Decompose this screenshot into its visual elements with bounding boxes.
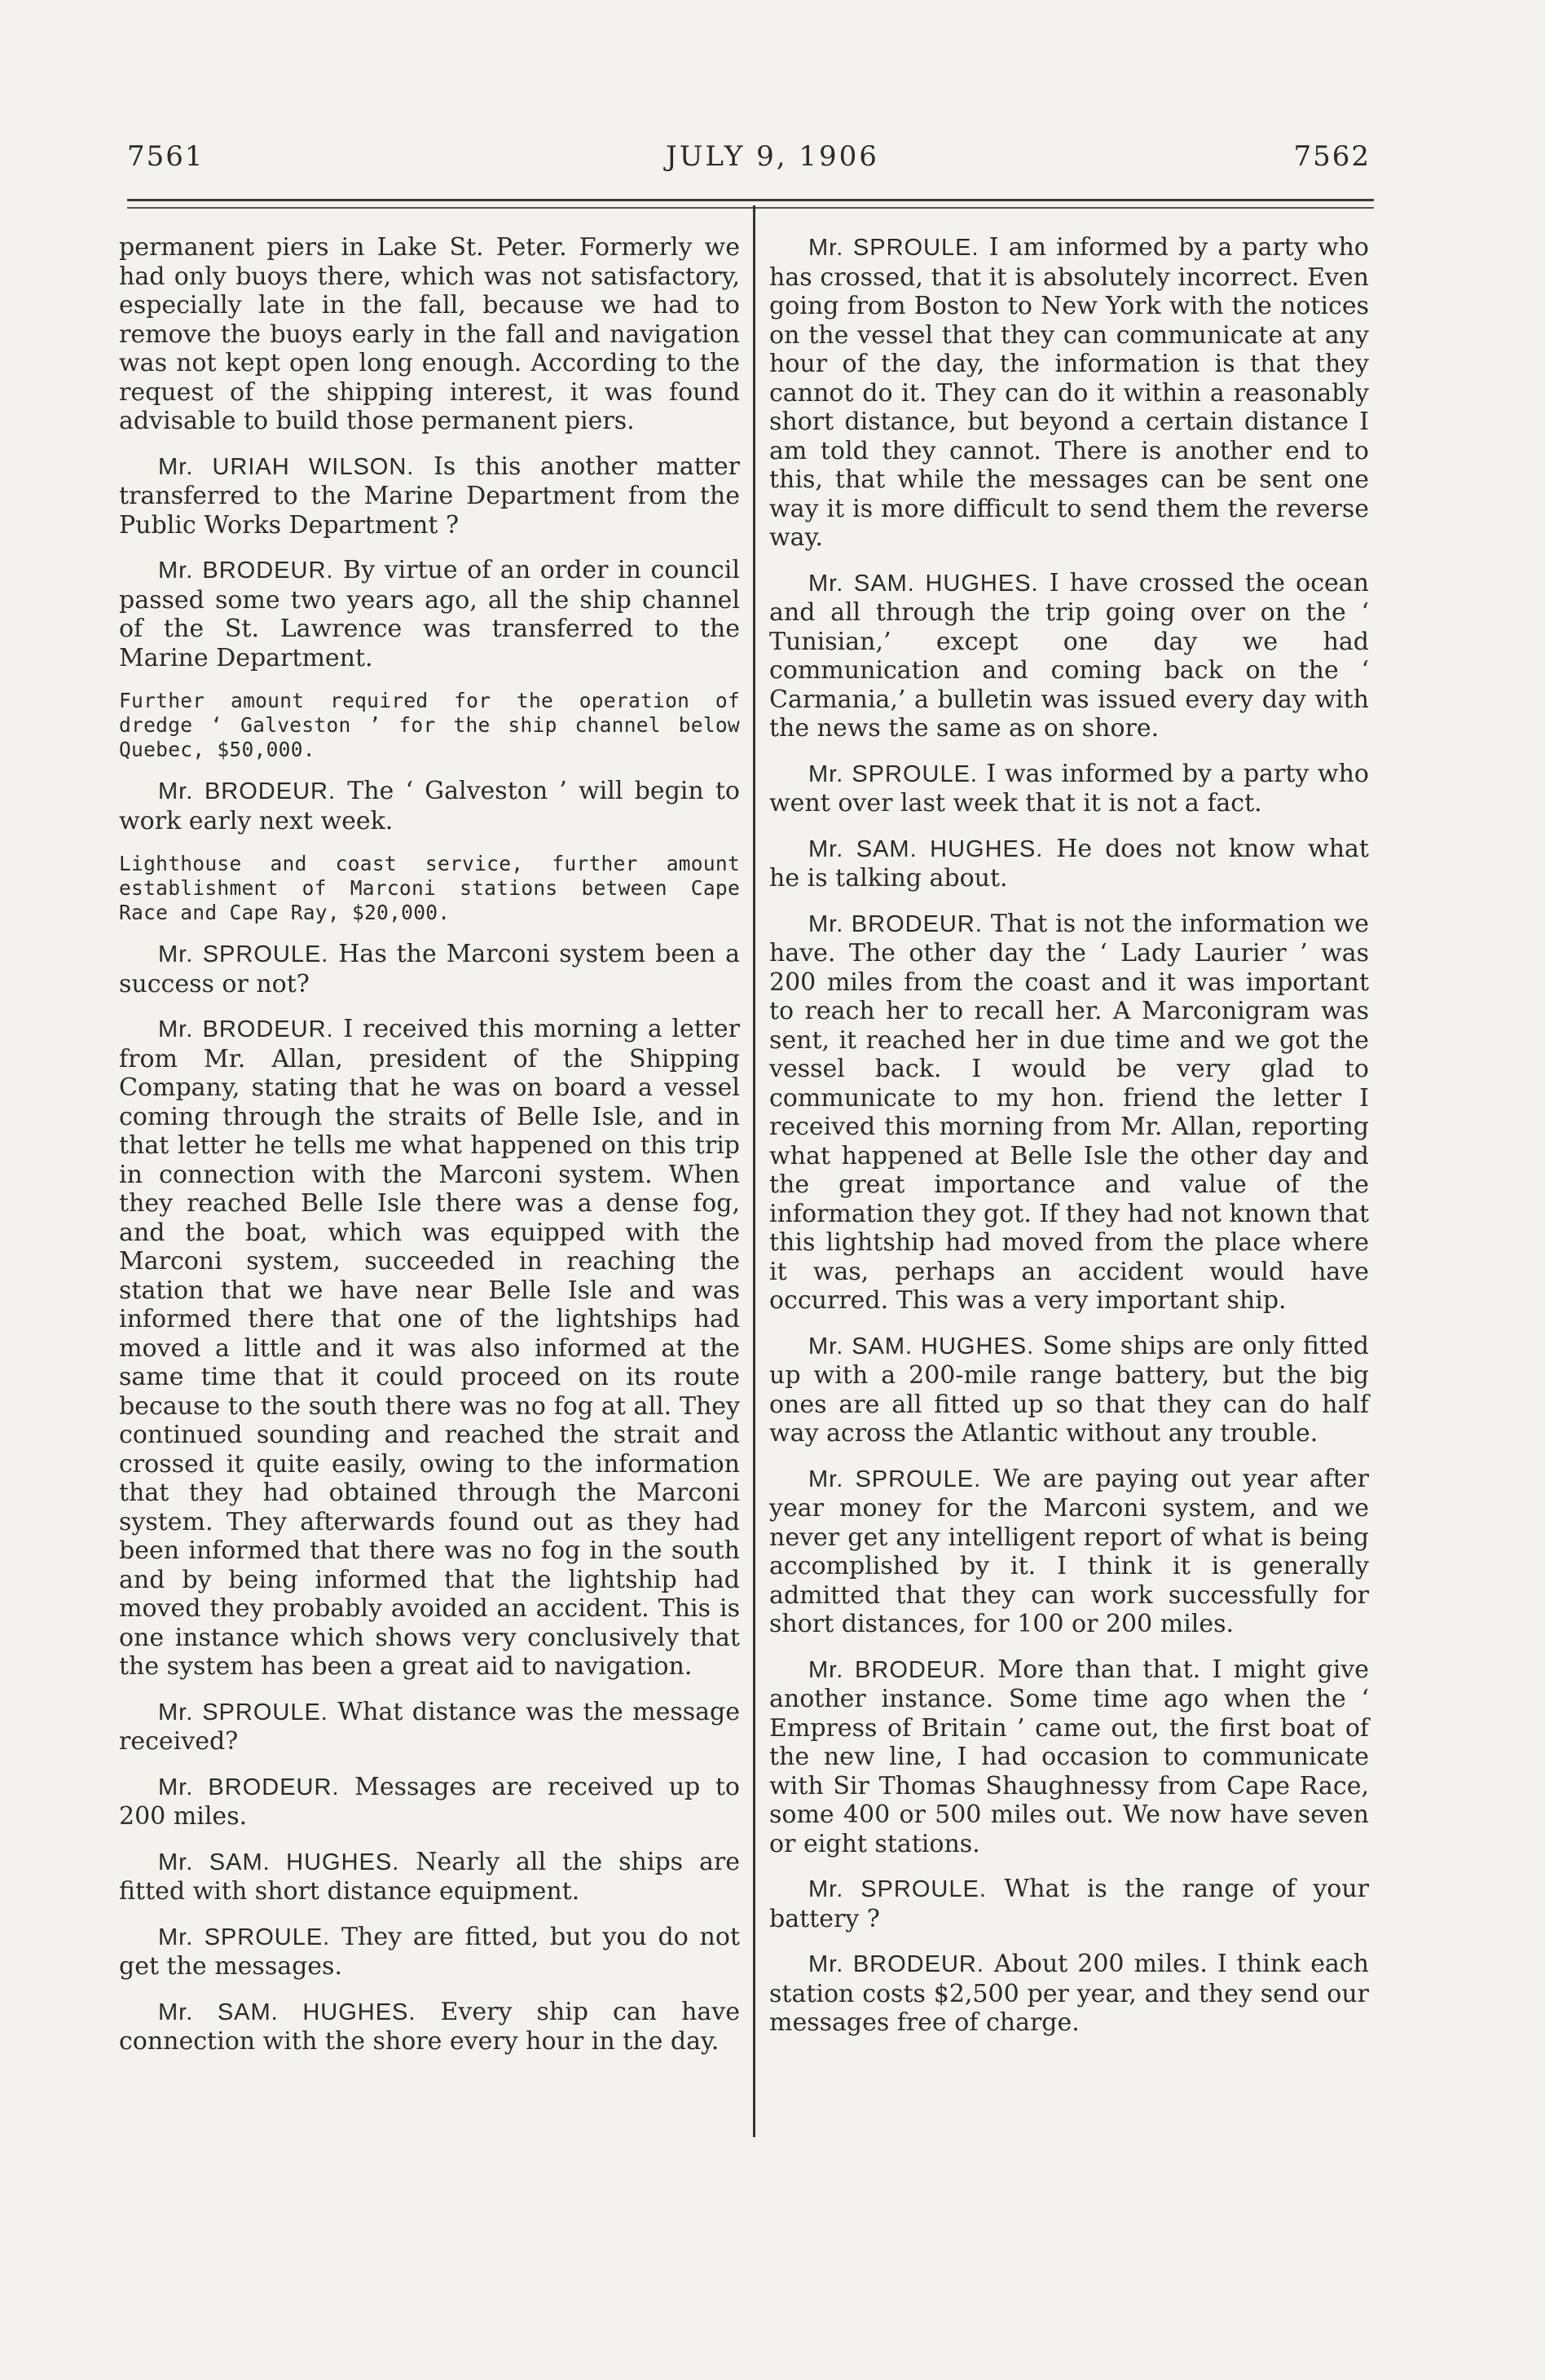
speech-text: That is not the information we have. The other day the ‘ Lady Laurier ’ was 200 miles from the coast and it was important to reach her to recall her. A Marconigram was sent, it reached her in due time and we got the vessel back. I would be very glad to communicate to my hon. friend the letter I received this morning from Mr. Allan, reporting what happened at Belle Isle the other day and the great importance and value of the information they got. If they had not known that this lightship had moved from the place where it was, perhaps an accident would have occurred. This was a very important ship. xyxy=(769,909,1369,1315)
right-page-number: 7562 xyxy=(1293,140,1371,173)
speech-text: They are fitted, but you do not get the messages. xyxy=(119,1922,740,1981)
speaker-name: Mr. SAM. HUGHES. xyxy=(158,1849,400,1875)
speaker-name: Mr. BRODEUR. xyxy=(158,778,337,804)
speech-text: permanent piers in Lake St. Peter. Formerly we had only buoys there, which was not satisfactory, especially late in the fall, because we had to remove the buoys early in the fall and navigation was not kept open long enough. According to the request of the shipping interest, it was found advisable to build those permanent piers. xyxy=(119,233,740,435)
speech-text: He does not know what he is talking about. xyxy=(769,834,1369,892)
speaker-name: Mr. SPROULE. xyxy=(808,1465,982,1492)
resolution-item: Lighthouse and coast service, further amount establishment of Marconi stations between Cape Race and Cape Ray, $20,000. xyxy=(119,852,740,924)
right-column xyxy=(769,233,1369,2054)
speech-paragraph xyxy=(769,760,1369,818)
speaker-name: Mr. BRODEUR. xyxy=(808,1951,984,1977)
speech-text: What is the range of your battery ? xyxy=(769,1875,1369,1933)
speaker-name: Mr. SPROULE. xyxy=(808,760,978,787)
speech-paragraph xyxy=(119,452,740,540)
speech-text: I am informed by a party who has crossed, that it is absolutely incorrect. Even going from Boston to New York with the notices on the vessel that they can communicate at any hour of the day, the information is that they cannot do it. They can do it within a reasonably short distance, but beyond a certain distance I am told they cannot. There is another end to this, that while the messages can be sent one way it is more difficult to send them the reverse way. xyxy=(769,233,1369,552)
page-header xyxy=(0,140,1545,181)
header-rule-top xyxy=(127,199,1374,201)
speech-text: I was informed by a party who went over last week that it is not a fact. xyxy=(769,759,1369,818)
speaker-name: Mr. SPROULE. xyxy=(158,1699,328,1726)
speech-text: About 200 miles. I think each station costs $2,500 per year, and they send our messages free of charge. xyxy=(769,1950,1369,2037)
resolution-item: Further amount required for the operation of dredge ‘ Galveston ’ for the ship channel below Quebec, $50,000. xyxy=(119,689,740,761)
speaker-name: Mr. SAM. HUGHES. xyxy=(808,835,1044,862)
speech-paragraph xyxy=(119,1998,740,2056)
speech-paragraph xyxy=(769,1465,1369,1639)
speech-text: What distance was the message received? xyxy=(119,1697,740,1756)
speaker-name: Mr. URIAH WILSON. xyxy=(158,453,415,480)
speech-paragraph xyxy=(119,777,740,835)
speech-paragraph xyxy=(119,1773,740,1831)
speech-paragraph xyxy=(769,1332,1369,1448)
speech-paragraph xyxy=(119,1848,740,1906)
speech-paragraph xyxy=(119,1015,740,1681)
speaker-name: Mr. SPROULE. xyxy=(158,1924,331,1950)
speech-text: The ‘ Galveston ’ will begin to work early next week. xyxy=(119,777,740,835)
speech-paragraph xyxy=(119,1698,740,1756)
speech-paragraph xyxy=(769,1950,1369,2038)
left-page-number: 7561 xyxy=(127,140,205,173)
speech-text: Is this another matter transferred to the Marine Department from the Public Works Department ? xyxy=(119,452,740,540)
speech-paragraph xyxy=(769,910,1369,1316)
speech-text: Messages are received up to 200 miles. xyxy=(119,1772,740,1831)
speech-text: I received this morning a letter from Mr. Allan, president of the Shipping Company, stating that he was on board a vessel coming through the straits of Belle Isle, and in that letter he tells me what happened on this trip in connection with the Marconi system. When they reached Belle Isle there was a dense fog, and the boat, which was equipped with the Marconi system, succeeded in reaching the station that we have near Belle Isle and was informed there that one of the lightships had moved a little and it was also informed at the same time that it could proceed on its route because to the south there was no fog at all. They continued sounding and reached the strait and crossed it quite easily, owing to the information that they had obtained through the Marconi system. They afterwards found out as they had been informed that there was no fog in the south and by being informed that the lightship had moved they probably avoided an accident. This is one instance which shows very conclusively that the system has been a great aid to navigation. xyxy=(119,1015,740,1681)
speech-paragraph xyxy=(769,835,1369,893)
header-rule-bottom xyxy=(127,207,1374,209)
speaker-name: Mr. SAM. HUGHES. xyxy=(808,570,1039,597)
speech-paragraph xyxy=(769,233,1369,553)
speech-text: Every ship can have connection with the shore every hour in the day. xyxy=(119,1997,740,2056)
speech-text: More than that. I might give another instance. Some time ago when the ‘ Empress of Britain ’ came out, the first boat of the new line, I had occasion to communicate with Sir Thomas Shaughnessy from Cape Race, some 400 or 500 miles out. We now have seven or eight stations. xyxy=(769,1655,1370,1858)
speech-paragraph xyxy=(119,556,740,672)
left-column xyxy=(119,233,740,2073)
speech-paragraph xyxy=(769,1875,1369,1933)
speaker-name: Mr. BRODEUR. xyxy=(808,1656,987,1683)
column-divider xyxy=(753,205,755,2137)
speech-paragraph xyxy=(769,1655,1369,1859)
speech-text: Some ships are only fitted up with a 200-mile range battery, but the big ones are all fitted up so that they can do half way across the Atlantic without any trouble. xyxy=(769,1331,1369,1448)
speaker-name: Mr. SPROULE. xyxy=(808,1876,987,1902)
speaker-name: Mr. SPROULE. xyxy=(158,941,329,967)
speech-text: Has the Marconi system been a success or not? xyxy=(119,940,740,998)
speaker-name: Mr. BRODEUR. xyxy=(158,558,334,584)
speaker-name: Mr. BRODEUR. xyxy=(158,1016,334,1042)
speaker-name: Mr. SPROULE. xyxy=(808,235,979,261)
page-date: JULY 9, 1906 xyxy=(666,140,879,173)
speech-text: I have crossed the ocean and all through the trip going over on the ‘ Tunisian,’ except one day we had communication and coming back on the ‘ Carmania,’ a bulletin was issued every day with the news the same as on shore. xyxy=(769,568,1369,743)
speech-paragraph xyxy=(119,1923,740,1981)
speaker-name: Mr. SAM. HUGHES. xyxy=(808,1333,1035,1360)
speech-paragraph xyxy=(119,940,740,998)
speech-text: Nearly all the ships are fitted with short distance equipment. xyxy=(119,1847,740,1906)
speech-paragraph xyxy=(769,569,1369,743)
speech-paragraph xyxy=(119,233,740,436)
speaker-name: Mr. SAM. HUGHES. xyxy=(158,1999,416,2025)
speaker-name: Mr. BRODEUR. xyxy=(158,1774,340,1800)
speech-text: We are paying out year after year money for the Marconi system, and we never get any intelligent report of what is being accomplished by it. I think it is generally admitted that they can work successfully for short distances, for 100 or 200 miles. xyxy=(769,1464,1369,1638)
speech-text: By virtue of an order in council passed some two years ago, all the ship channel of the St. Lawrence was transferred to the Marine Department. xyxy=(119,556,740,672)
speaker-name: Mr. BRODEUR. xyxy=(808,910,983,937)
